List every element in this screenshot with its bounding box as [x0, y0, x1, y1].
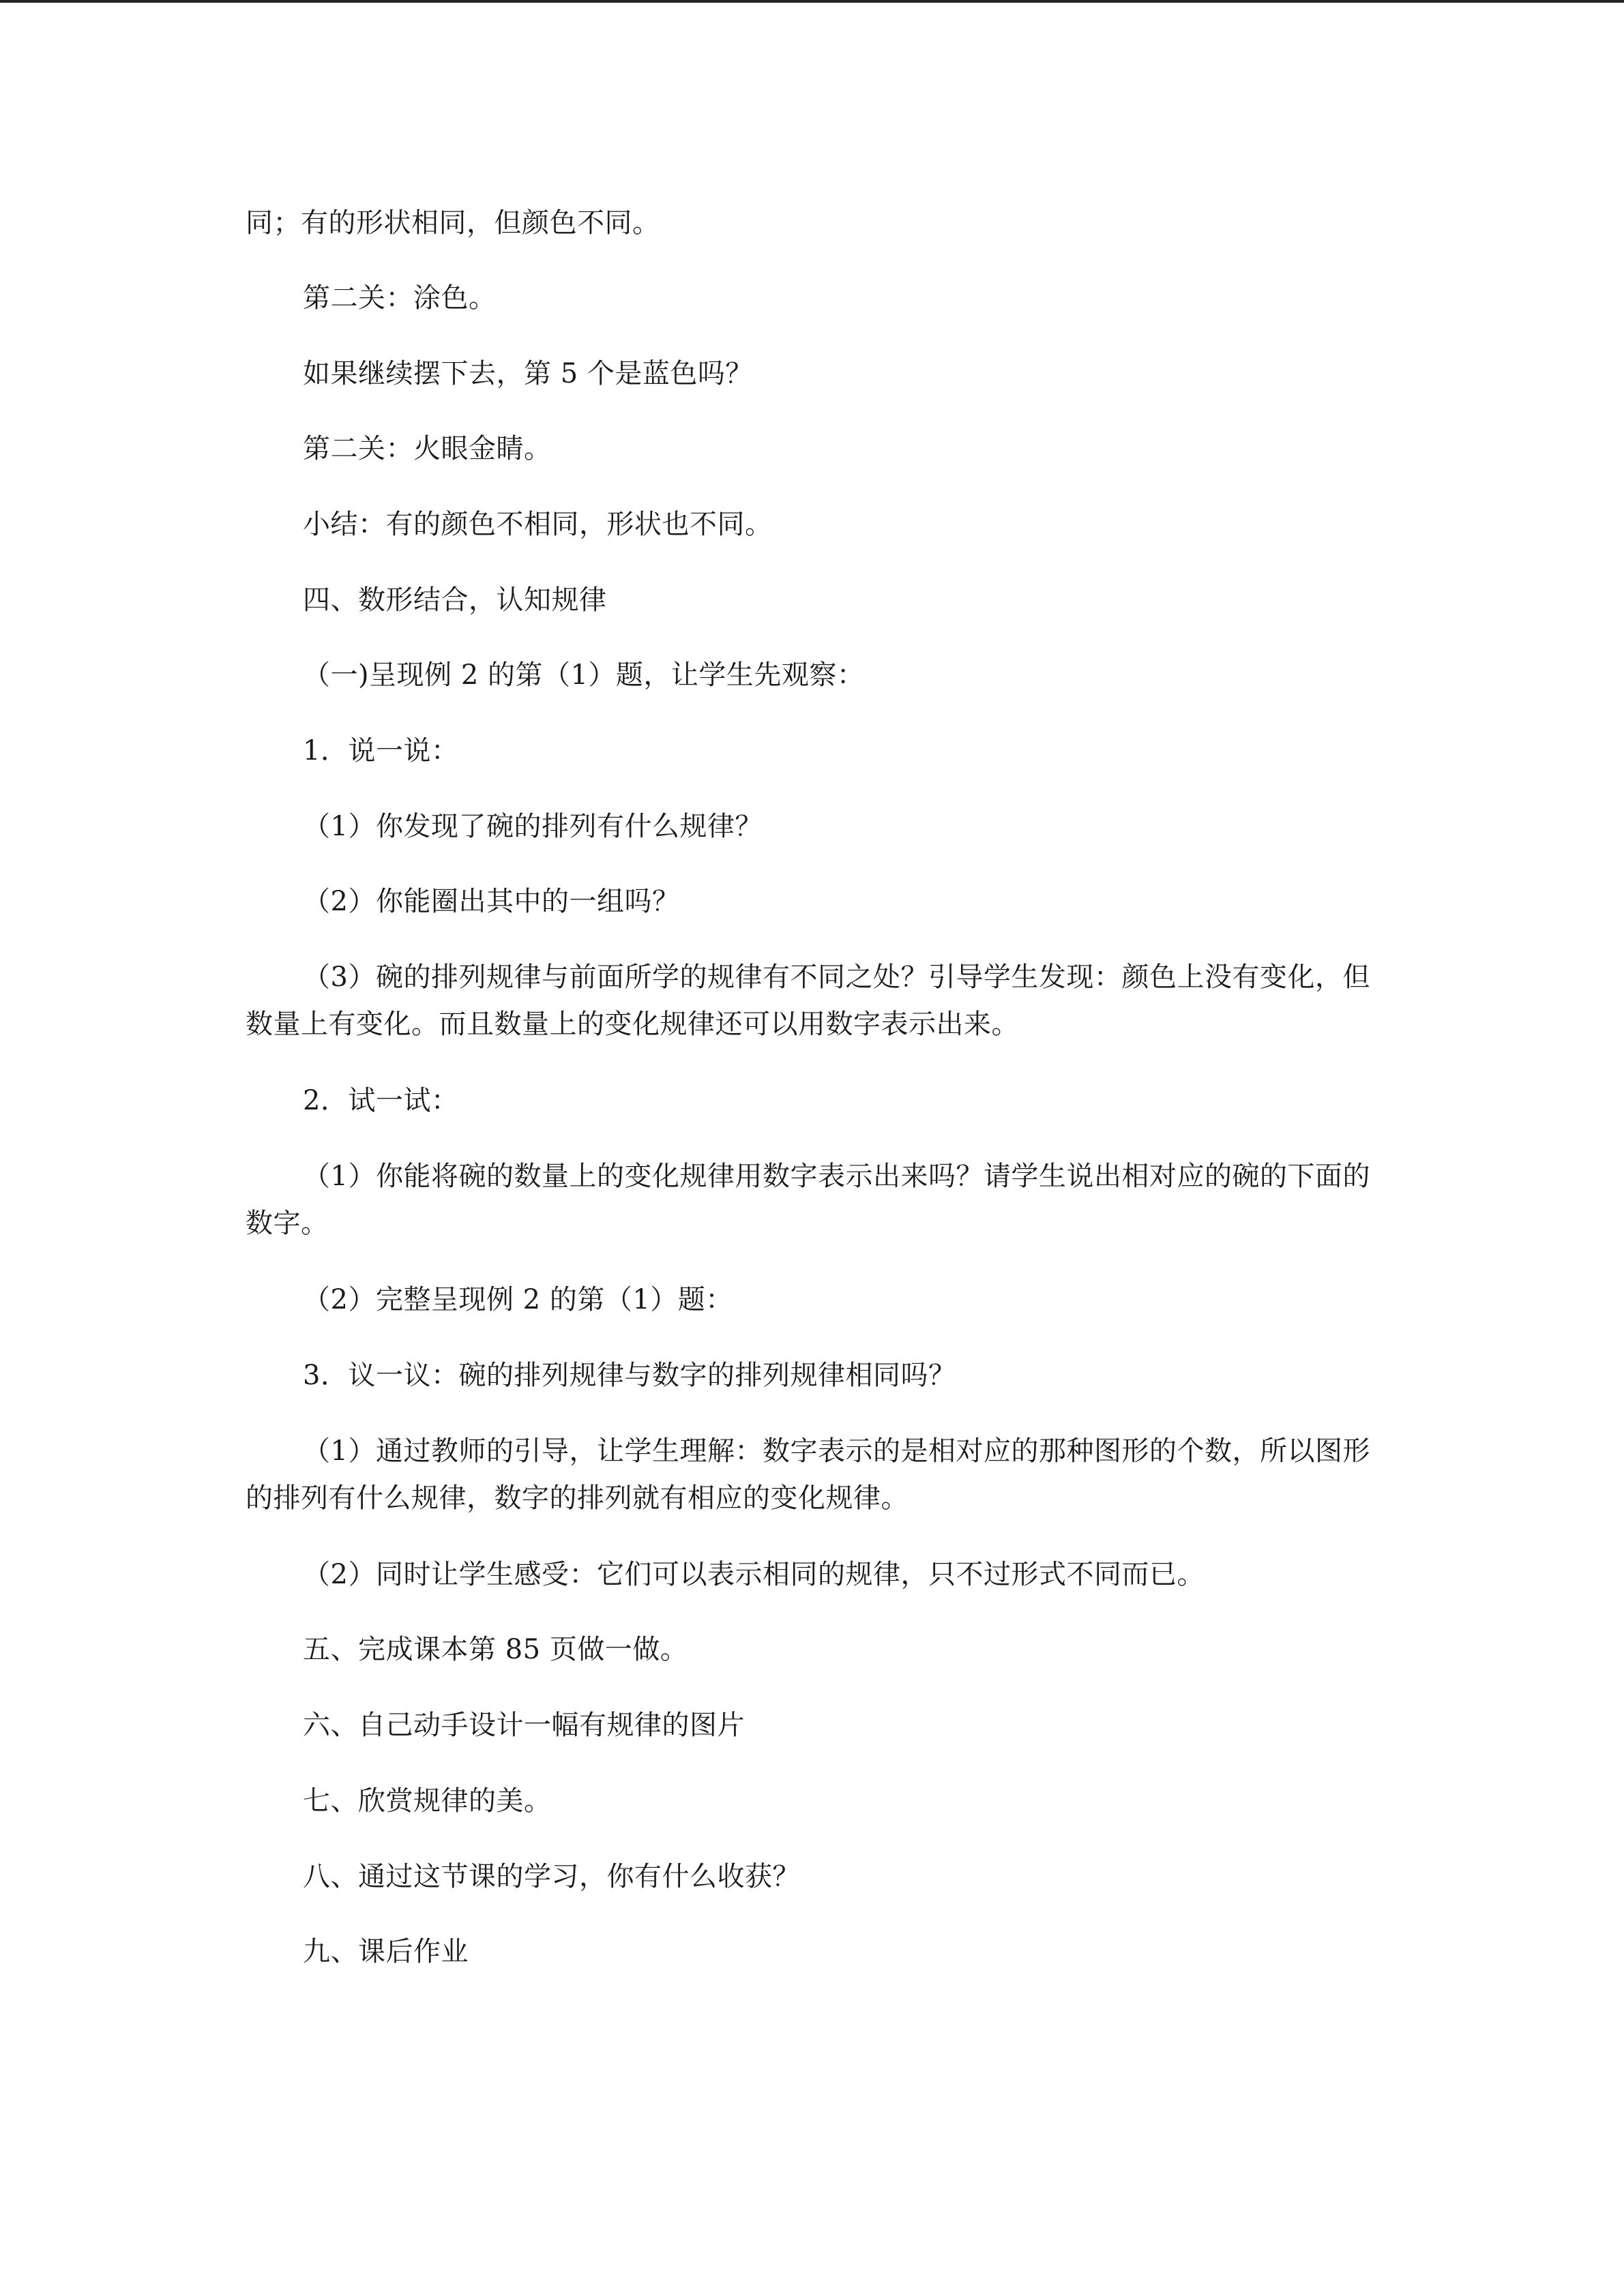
paragraph-continuation: 同；有的形状相同，但颜色不同。 — [246, 207, 660, 239]
heading-try: 2．试一试： — [303, 1085, 459, 1116]
list-item-discuss-2: （2）同时让学生感受：它们可以表示相同的规律，只不过形式不同而已。 — [303, 1559, 1205, 1590]
paragraph-question-blue: 如果继续摆下去，第 5 个是蓝色吗？ — [303, 358, 753, 389]
paragraph-level2-coloring: 第二关：涂色。 — [303, 282, 497, 314]
heading-say: 1．说一说： — [303, 735, 459, 766]
heading-discuss: 3．议一议：碗的排列规律与数字的排列规律相同吗？ — [303, 1360, 956, 1391]
list-item-try-1: （1）你能将碗的数量上的变化规律用数字表示出来吗？请学生说出相对应的碗的下面的数字。 — [246, 1161, 1370, 1239]
paragraph-example-2: （一)呈现例 2 的第（1）题，让学生先观察： — [303, 659, 865, 691]
paragraph-summary: 小结：有的颜色不相同，形状也不同。 — [303, 509, 773, 540]
list-item-try-2: （2）完整呈现例 2 的第（1）题： — [303, 1284, 733, 1315]
heading-section-4: 四、数形结合，认知规律 — [303, 584, 607, 616]
list-item-2: （2）你能圈出其中的一组吗？ — [303, 886, 680, 917]
list-item-1: （1）你发现了碗的排列有什么规律？ — [303, 811, 763, 842]
list-item-discuss-1: （1）通过教师的引导，让学生理解：数字表示的是相对应的那种图形的个数，所以图形的排列有什么规律，数字的排列就有相应的变化规律。 — [246, 1435, 1370, 1514]
paragraph-level2-sharp-eyes: 第二关：火眼金睛。 — [303, 433, 552, 464]
list-item-3: （3）碗的排列规律与前面所学的规律有不同之处？引导学生发现：颜色上没有变化，但数量上有变化。而且数量上的变化规律还可以用数字表示出来。 — [246, 961, 1370, 1040]
heading-section-9: 九、课后作业 — [303, 1936, 469, 1967]
heading-section-5: 五、完成课本第 85 页做一做。 — [303, 1634, 688, 1665]
heading-section-8: 八、通过这节课的学习，你有什么收获？ — [303, 1861, 800, 1892]
document-page — [246, 0, 1381, 2296]
heading-section-6: 六、自己动手设计一幅有规律的图片 — [303, 1710, 745, 1741]
heading-section-7: 七、欣赏规律的美。 — [303, 1785, 552, 1817]
